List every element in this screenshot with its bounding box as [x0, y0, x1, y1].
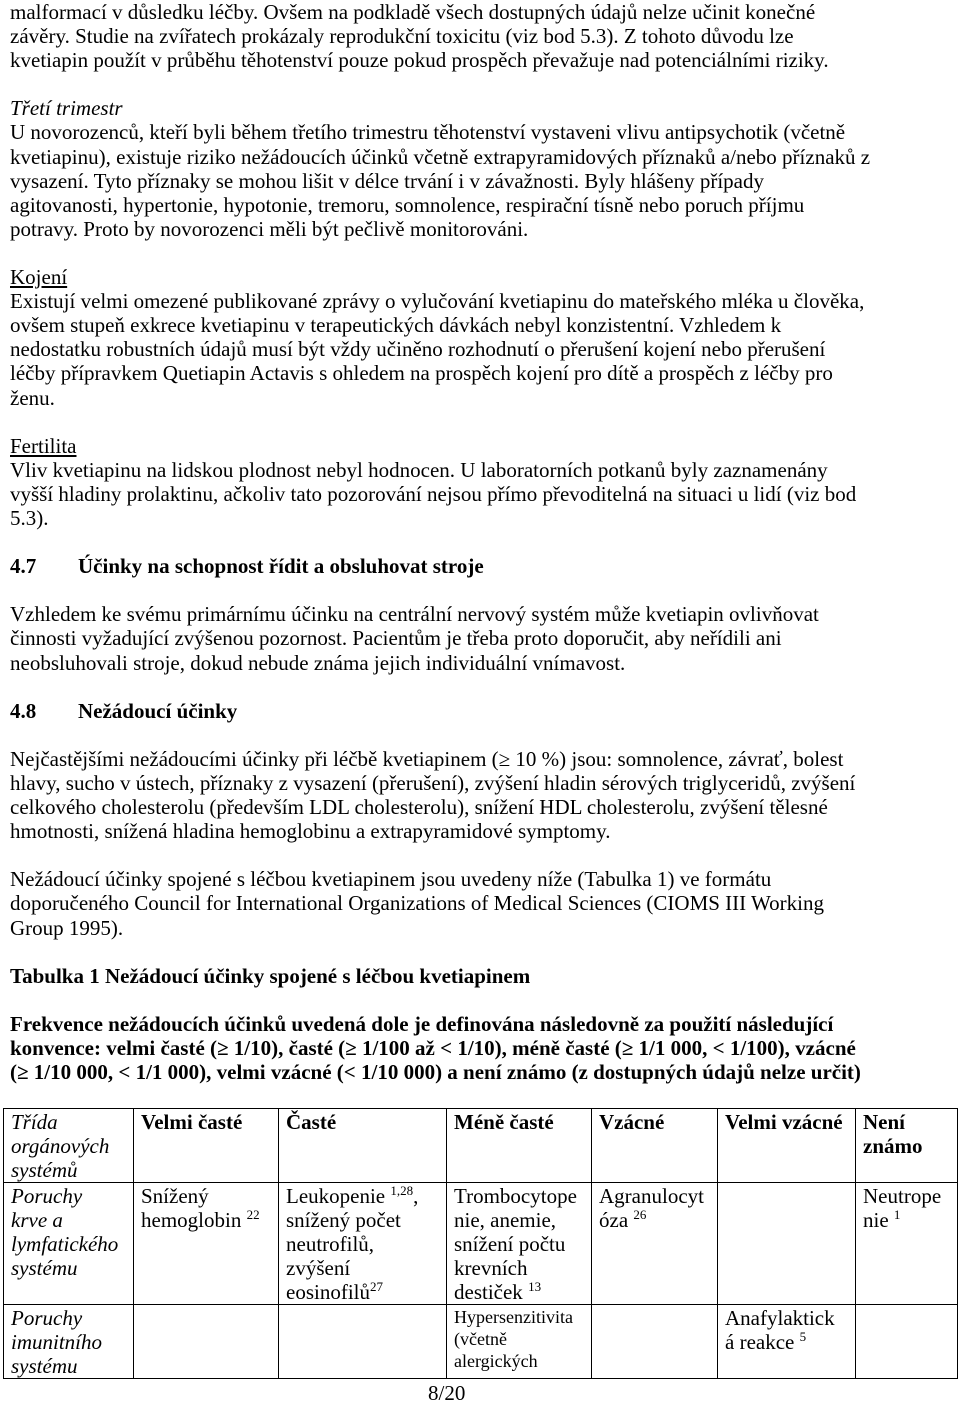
- cell-line: [863, 1208, 954, 1232]
- text-line: Vzhledem ke svému primárnímu účinku na centrální nervový systém může kvetiapin ovlivňovat: [10, 602, 819, 627]
- footnote-ref: 1,28: [390, 1183, 414, 1199]
- subheading-third-trimester: Třetí trimestr: [10, 96, 123, 121]
- frequency-note: [10, 1012, 955, 1084]
- intro-paragraph: [10, 0, 955, 72]
- footnote-ref: 26: [633, 1207, 647, 1223]
- cell-line: [454, 1184, 588, 1208]
- cell-text: Snížený: [141, 1184, 209, 1209]
- cell-line: [454, 1328, 588, 1350]
- cell-text: (včetně: [454, 1329, 507, 1350]
- cell-text: snížený počet: [286, 1208, 401, 1233]
- adverse-effects-table: [3, 1108, 958, 1379]
- fertility-section: [10, 434, 955, 530]
- text-line: potravy. Proto by novorozenci měli být pečlivě monitorováni.: [10, 216, 529, 241]
- text-line: vysazení. Tyto příznaky se mohou lišit v délce trvání i v závažnosti. Byly hlášeny případy: [10, 168, 764, 193]
- footnote-ref: 22: [246, 1207, 260, 1223]
- cell-text: hemoglobin: [141, 1208, 247, 1233]
- cell-text: Neutrope: [863, 1184, 942, 1209]
- header-uncommon: [447, 1109, 592, 1183]
- text-line: U novorozenců, kteří byli během třetího trimestru těhotenství vystaveni vlivu antipsychotik (včetně: [10, 120, 846, 145]
- text-line: malformací v důsledku léčby. Ovšem na podkladě všech dostupných údajů nelze učinit konečné: [10, 0, 816, 24]
- header-line: Méně časté: [454, 1110, 554, 1135]
- cell-line: [863, 1184, 954, 1208]
- text-line: (≥ 1/10 000, < 1/1 000), velmi vzácné (< 1/10 000) a není známo (z dostupných údajů nelze určit): [10, 1060, 861, 1085]
- subheading-fertility: Fertilita: [10, 433, 77, 458]
- text-line: Existují velmi omezené publikované zprávy o vylučování kvetiapinu do mateřského mléka u člověka,: [10, 289, 865, 314]
- cell-line: lymfatického: [11, 1232, 119, 1257]
- cell-text: ,: [413, 1184, 419, 1209]
- very-rare-cell: [718, 1305, 856, 1379]
- cell-text: Leukopenie: [286, 1184, 391, 1209]
- cell-line: Poruchy: [11, 1184, 83, 1209]
- cell-text: Agranulocyt: [599, 1184, 704, 1209]
- header-line: Vzácné: [599, 1110, 665, 1135]
- text-line: činnosti vyžadující zvýšenou pozornost. Pacientům je třeba proto doporučit, aby neřídili ani: [10, 626, 782, 651]
- third-trimester-section: [10, 96, 955, 241]
- uncommon-cell: [447, 1183, 592, 1305]
- cell-text: neutrofilů,: [286, 1232, 375, 1257]
- section-4-8-paragraph-1: [10, 747, 955, 843]
- table-row: [4, 1183, 958, 1305]
- cell-line: krve a: [11, 1208, 63, 1233]
- header-line: Není: [863, 1110, 905, 1135]
- section-4-7-paragraph: [10, 602, 955, 674]
- cell-text: Hypersenzitivita: [454, 1307, 573, 1328]
- cell-text: nie: [863, 1208, 894, 1233]
- header-line: orgánových: [11, 1134, 110, 1159]
- text-line: Frekvence nežádoucích účinků uvedená dole je definována následovně za použití následující: [10, 1011, 834, 1036]
- section-4-8-paragraph-2: [10, 867, 955, 939]
- text-line: doporučeného Council for International Organizations of Medical Sciences (CIOMS III Working: [10, 891, 824, 916]
- table-caption: Tabulka 1 Nežádoucí účinky spojené s léčbou kvetiapinem: [10, 963, 531, 988]
- cell-text: óza: [599, 1208, 634, 1233]
- cell-text: krevních: [454, 1256, 528, 1281]
- cell-line: [286, 1184, 443, 1208]
- cell-text: destiček: [454, 1280, 529, 1305]
- document-page: [10, 0, 955, 1379]
- cell-line: [286, 1208, 443, 1232]
- cell-line: [454, 1232, 588, 1256]
- cell-line: [286, 1256, 443, 1280]
- text-line: neobsluhovali stroje, dokud nebude známa jejich individuální vnímavost.: [10, 650, 626, 675]
- text-line: Vliv kvetiapinu na lidskou plodnost nebyl hodnocen. U laboratorních potkanů byly zaznamenány: [10, 457, 828, 482]
- header-line: Třída: [11, 1110, 58, 1135]
- text-line: kvetiapinu), existuje riziko nežádoucích účinků včetně extrapyramidových příznaků a/nebo příznaků z: [10, 144, 871, 169]
- cell-line: [599, 1208, 714, 1232]
- header-organ-class: [4, 1109, 134, 1183]
- header-unknown: [856, 1109, 958, 1183]
- page-number: 8/20: [428, 1381, 466, 1405]
- cell-line: [454, 1256, 588, 1280]
- cell-line: [141, 1208, 275, 1232]
- cell-text: Trombocytope: [454, 1184, 577, 1209]
- table-row: [4, 1305, 958, 1379]
- rare-cell: [592, 1183, 718, 1305]
- text-line: hlavy, sucho v ústech, příznaky z vysazení (přerušení), zvýšení hladin sérových triglyceridů, zvýšení: [10, 771, 856, 795]
- section-heading-4-7: [10, 554, 955, 578]
- text-line: léčby přípravkem Quetiapin Actavis s ohledem na prospěch kojení pro dítě a prospěch z léčby pro: [10, 361, 833, 386]
- cell-line: [454, 1208, 588, 1232]
- cell-text: eosinofilů: [286, 1280, 370, 1305]
- text-line: celkového cholesterolu (především LDL cholesterolu), snížení HDL cholesterolu, zvýšení tělesné: [10, 795, 828, 820]
- cell-line: [141, 1184, 275, 1208]
- common-cell: [279, 1183, 447, 1305]
- section-title: Nežádoucí účinky: [78, 698, 238, 723]
- text-line: 5.3).: [10, 505, 49, 530]
- cell-line: [454, 1350, 588, 1372]
- table-header-row: [4, 1109, 958, 1183]
- cell-line: Poruchy: [11, 1306, 83, 1331]
- cell-text: á reakce: [725, 1330, 800, 1355]
- cell-text: alergických: [454, 1351, 538, 1372]
- cell-line: [454, 1280, 588, 1304]
- header-line: známo: [863, 1134, 923, 1159]
- breastfeeding-section: [10, 265, 955, 410]
- subheading-breastfeeding: Kojení: [10, 265, 68, 290]
- footnote-ref: 5: [799, 1329, 807, 1345]
- text-line: vyšší hladiny prolaktinu, ačkoliv tato pozorování nejsou přímo převoditelná na situaci u lidí (viz bod: [10, 481, 857, 506]
- header-common: [279, 1109, 447, 1183]
- text-line: závěry. Studie na zvířatech prokázaly reprodukční toxicitu (viz bod 5.3). Z tohoto důvodu lze: [10, 24, 794, 49]
- cell-line: [454, 1306, 588, 1328]
- cell-text: Anafylaktick: [725, 1306, 835, 1331]
- header-line: Velmi vzácné: [725, 1110, 843, 1135]
- footnote-ref: 1: [893, 1207, 901, 1223]
- footnote-ref: 13: [528, 1279, 542, 1295]
- cell-line: imunitního: [11, 1330, 103, 1355]
- text-line: ženu.: [10, 385, 55, 410]
- section-heading-4-8: [10, 699, 955, 723]
- cell-line: [725, 1306, 852, 1330]
- text-line: kvetiapin použít v průběhu těhotenství pouze pokud prospěch převažuje nad potenciálními riziky.: [10, 48, 829, 73]
- unknown-cell: [856, 1183, 958, 1305]
- header-line: Velmi časté: [141, 1110, 243, 1135]
- cell-text: zvýšení: [286, 1256, 351, 1281]
- text-line: hmotnosti, snížená hladina hemoglobinu a extrapyramidové symptomy.: [10, 819, 611, 844]
- header-line: systémů: [11, 1158, 78, 1183]
- organ-class-cell: [4, 1183, 134, 1305]
- text-line: konvence: velmi časté (≥ 1/10), časté (≥ 1/100 až < 1/10), méně časté (≥ 1/1 000, < 1/100), vzácné: [10, 1036, 856, 1061]
- cell-text: snížení počtu: [454, 1232, 566, 1257]
- very-common-cell: [134, 1305, 279, 1379]
- cell-line: [725, 1330, 852, 1354]
- cell-line: [286, 1232, 443, 1256]
- header-rare: [592, 1109, 718, 1183]
- header-very-rare: [718, 1109, 856, 1183]
- uncommon-cell: [447, 1305, 592, 1379]
- text-line: Nežádoucí účinky spojené s léčbou kvetiapinem jsou uvedeny níže (Tabulka 1) ve formátu: [10, 867, 772, 892]
- text-line: ovšem stupeň exkrece kvetiapinu v terapeutických dávkách nebyl konzistentní. Vzhledem k: [10, 313, 782, 338]
- cell-line: systému: [11, 1256, 78, 1281]
- header-very-common: [134, 1109, 279, 1183]
- cell-line: [286, 1280, 443, 1304]
- section-number: 4.7: [10, 554, 37, 579]
- text-line: Group 1995).: [10, 915, 124, 940]
- rare-cell: [592, 1305, 718, 1379]
- section-number: 4.8: [10, 698, 37, 723]
- cell-line: systému: [11, 1354, 78, 1379]
- footnote-ref: 27: [370, 1279, 383, 1295]
- section-title: Účinky na schopnost řídit a obsluhovat stroje: [78, 554, 484, 579]
- text-line: Nejčastějšími nežádoucími účinky při léčbě kvetiapinem (≥ 10 %) jsou: somnolence, závrať, bolest: [10, 746, 844, 771]
- header-line: Časté: [286, 1110, 337, 1135]
- text-line: nedostatku robustních údajů musí být vždy učiněno rozhodnutí o přerušení kojení nebo přerušení: [10, 337, 826, 362]
- cell-text: nie, anemie,: [454, 1208, 557, 1233]
- text-line: agitovanosti, hypertonie, hypotonie, tremoru, somnolence, respirační tísně nebo poruch příjmu: [10, 192, 805, 217]
- very-rare-cell: [718, 1183, 856, 1305]
- cell-line: [599, 1184, 714, 1208]
- common-cell: [279, 1305, 447, 1379]
- very-common-cell: [134, 1183, 279, 1305]
- organ-class-cell: [4, 1305, 134, 1379]
- unknown-cell: [856, 1305, 958, 1379]
